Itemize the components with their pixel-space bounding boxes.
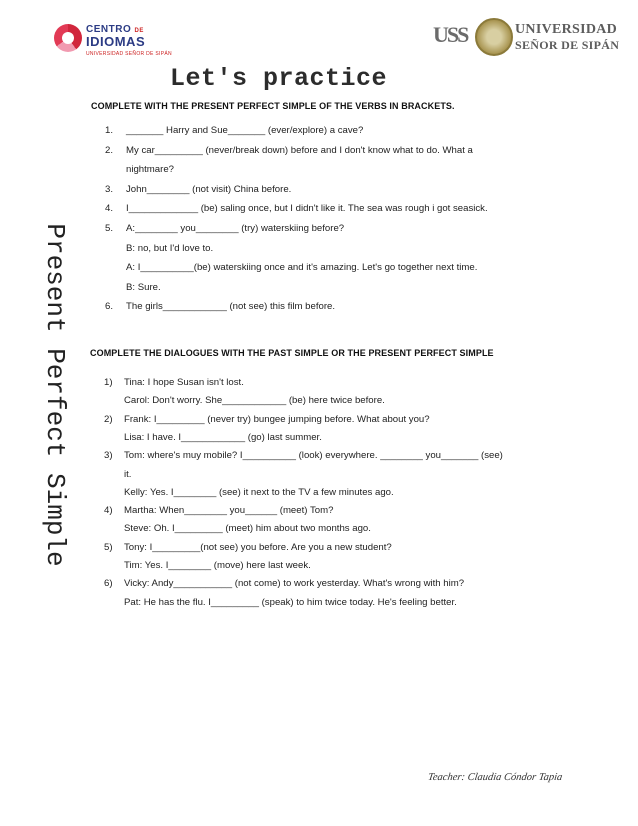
item-number: 1) [104, 377, 113, 388]
item-number: 4) [104, 505, 113, 517]
exercise-line: nightmare? [126, 164, 174, 176]
item-number: 6. [105, 301, 114, 313]
item-number: 5) [104, 541, 113, 553]
exercise-line: B: no, but I'd love to. [126, 242, 214, 254]
side-title: Present Perfect Simple [40, 223, 70, 567]
exercise-line: Frank: I_________ (never try) bungee jumping before. What about you? [124, 413, 430, 425]
exercise-line: Tom: where's muy mobile? I__________ (look) everywhere. ________ you_______ (see) [124, 450, 503, 462]
exercise-line: A: I__________(be) waterskiing once and it's amazing. Let's go together next time. [126, 262, 478, 274]
item-number: 6) [104, 578, 113, 590]
logo-emblem-icon [54, 24, 82, 52]
exercise-line: Martha: When________ you______ (meet) Tom? [124, 505, 334, 517]
logo-text-idiomas: IDIOMAS [86, 34, 146, 49]
exercise-line: The girls____________ (not see) this film before. [126, 301, 336, 313]
item-number: 2) [104, 413, 113, 425]
exercise-line: Lisa: I have. I____________ (go) last summer. [124, 431, 322, 443]
exercise-line: Tim: Yes. I________ (move) here last week. [124, 560, 311, 571]
logo-text-centro: CENTRO [86, 24, 132, 35]
exercise-line: B: Sure. [126, 281, 161, 293]
exercise-line: I_____________ (be) saling once, but I didn't like it. The sea was rough i got seasick. [126, 203, 488, 215]
exercise-line: it. [124, 468, 132, 480]
item-number: 1. [105, 125, 114, 136]
exercise-line: Vicky: Andy___________ (not come) to work yesterday. What's wrong with him? [124, 578, 465, 590]
item-number: 2. [105, 144, 114, 156]
university-seal-icon [475, 18, 513, 56]
exercise-line: _______ Harry and Sue_______ (ever/explore) a cave? [126, 125, 364, 136]
exercise-line: Carol: Don't worry. She____________ (be) here twice before. [124, 395, 385, 407]
section-2-heading: COMPLETE THE DIALOGUES WITH THE PAST SIMPLE OR THE PRESENT PERFECT SIMPLE [90, 348, 494, 358]
item-number: 3. [105, 183, 114, 195]
exercise-line: Tina: I hope Susan isn't lost. [124, 377, 244, 388]
centro-de-idiomas-logo [54, 22, 172, 66]
exercise-line: My car_________ (never/break down) before and I don't know what to do. What a [126, 144, 473, 156]
university-name-line2: SEÑOR DE SIPÁN [515, 38, 620, 52]
teacher-signature: Teacher: Claudia Cóndor Tapia [427, 772, 564, 783]
exercise-line: John________ (not visit) China before. [126, 183, 292, 195]
exercise-line: Kelly: Yes. I________ (see) it next to the TV a few minutes ago. [124, 486, 394, 498]
page-title: Let's practice [170, 64, 388, 93]
item-number: 3) [104, 450, 113, 462]
exercise-line: A:________ you________ (try) waterskiing before? [126, 223, 345, 234]
logo-text-de: DE [134, 28, 144, 34]
uss-logo-text: USS [433, 22, 468, 47]
exercise-line: Steve: Oh. I_________ (meet) him about two months ago. [124, 523, 371, 535]
logo-text-university: UNIVERSIDAD SEÑOR DE SIPÁN [86, 51, 172, 57]
item-number: 4. [105, 203, 114, 215]
section-1-heading: COMPLETE WITH THE PRESENT PERFECT SIMPLE OF THE VERBS IN BRACKETS. [91, 101, 455, 111]
university-logo [433, 18, 620, 60]
university-name-line1: UNIVERSIDAD [515, 22, 618, 37]
item-number: 5. [105, 223, 114, 234]
exercise-line: Tony: I_________(not see) you before. Are you a new student? [124, 541, 392, 553]
exercise-line: Pat: He has the flu. I_________ (speak) to him twice today. He's feeling better. [124, 596, 457, 608]
